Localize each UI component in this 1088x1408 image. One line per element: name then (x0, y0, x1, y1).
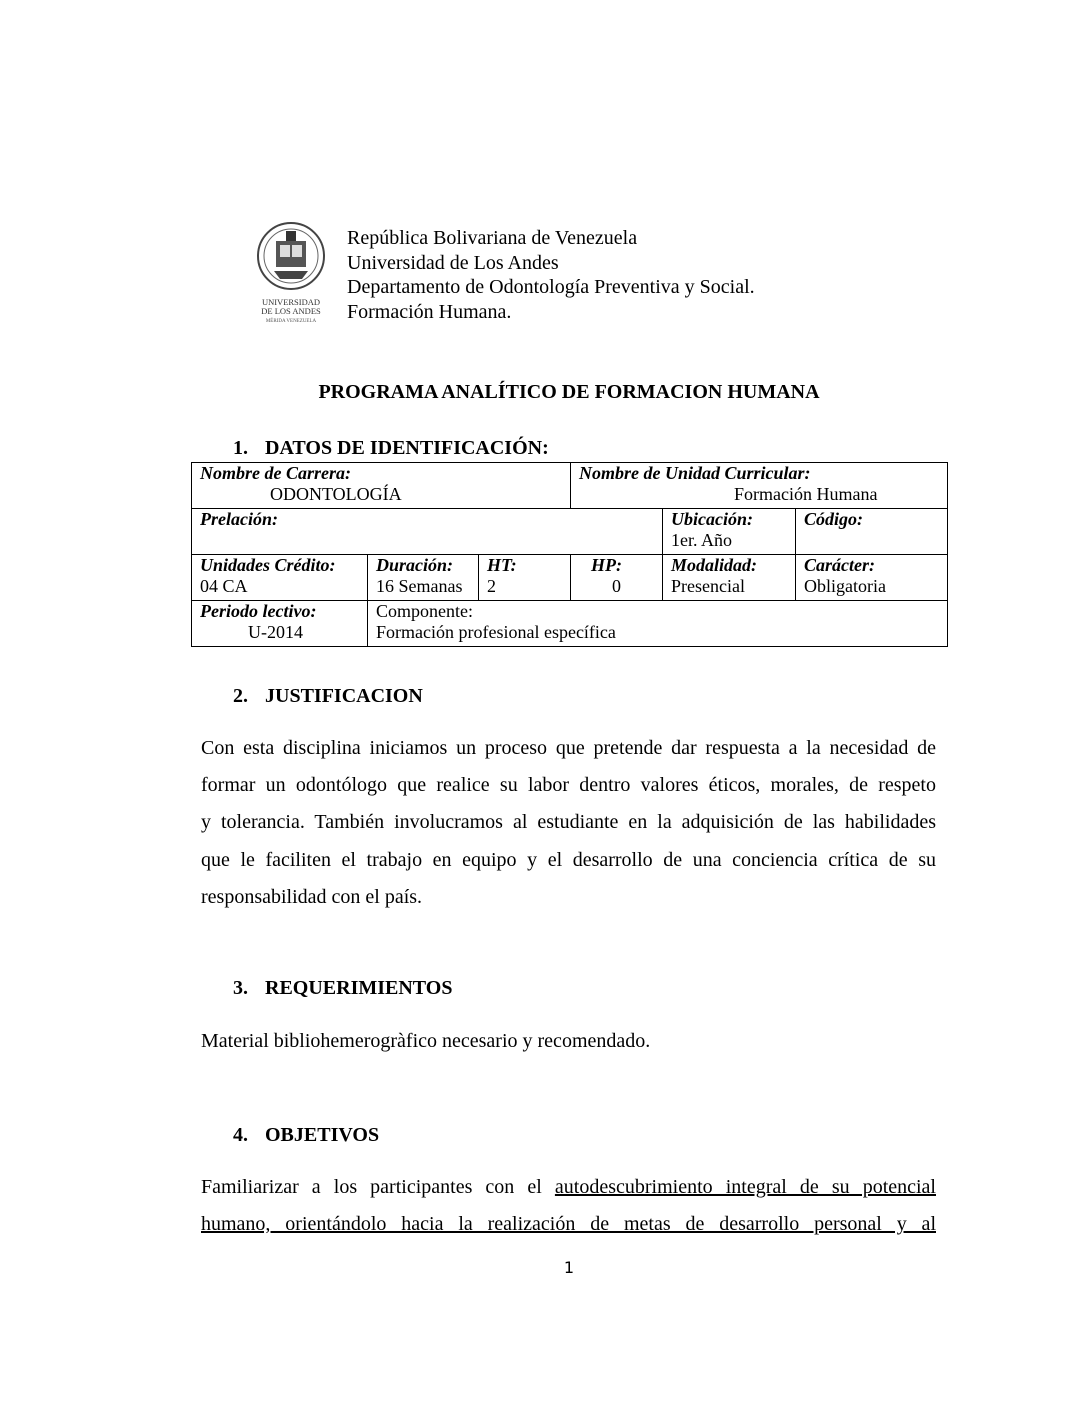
modalidad-value: Presencial (671, 576, 745, 596)
codigo-label: Código: (804, 509, 864, 529)
objetivos-paragraph (201, 1169, 936, 1243)
section-3-title: REQUERIMIENTOS (265, 977, 453, 999)
section-4-heading (233, 1124, 379, 1147)
ubicacion-label: Ubicación: (671, 509, 754, 529)
logo-text-line-1: UNIVERSIDAD (261, 297, 321, 307)
header-line-department: Departamento de Odontología Preventiva y Social. (347, 276, 755, 298)
cell-creditos (192, 555, 368, 601)
cell-ubicacion (663, 509, 796, 555)
cell-hp (571, 555, 663, 601)
university-logo (256, 219, 326, 327)
logo-text-line-3: MÉRIDA VENEZUELA (265, 319, 317, 324)
header-line-program: Formación Humana. (347, 300, 512, 323)
prelacion-label: Prelación: (200, 509, 278, 529)
header-line-country: República Bolivariana de Venezuela (347, 227, 638, 249)
cell-unidad (571, 463, 948, 509)
objetivos-line-1-plain: Familiarizar a los participantes con el (201, 1176, 555, 1198)
justificacion-line-5: responsabilidad con el país. (201, 885, 423, 908)
cell-duracion (368, 555, 479, 601)
document-title: PROGRAMA ANALÍTICO DE FORMACION HUMANA (318, 381, 820, 403)
justificacion-line-3: y tolerancia. También involucramos al estudiante en la adquisición de las habilidades (201, 811, 936, 834)
carrera-value: ODONTOLOGÍA (270, 484, 402, 504)
justificacion-line-4: que le faciliten el trabajo en equipo y el desarrollo de una conciencia crítica de su (201, 848, 936, 871)
section-3-number: 3. (233, 977, 248, 999)
componente-value: Formación profesional específica (376, 622, 616, 642)
requerimientos-paragraph (201, 1023, 936, 1060)
modalidad-label: Modalidad: (671, 555, 758, 575)
justificacion-line-1: Con esta disciplina iniciamos un proceso que pretende dar respuesta a la necesidad de (201, 737, 936, 759)
periodo-value: U-2014 (248, 622, 303, 642)
objetivos-line-2-underlined: humano, orientándolo hacia la realización de metas de desarrollo personal y al (201, 1213, 936, 1236)
section-4-number: 4. (233, 1124, 248, 1146)
cell-componente (368, 601, 948, 647)
section-2-number: 2. (233, 685, 248, 707)
section-4-title: OBJETIVOS (265, 1124, 380, 1146)
creditos-label: Unidades Crédito: (200, 555, 336, 575)
section-1-title: DATOS DE IDENTIFICACIÓN: (265, 437, 549, 459)
cell-caracter (796, 555, 948, 601)
identification-table (191, 462, 948, 647)
carrera-label: Nombre de Carrera: (200, 463, 351, 483)
objetivos-line-1-underlined: autodescubrimiento integral de su potencial (554, 1176, 936, 1198)
requerimientos-text: Material bibliohemerogràfico necesario y recomendado. (201, 1030, 651, 1052)
ubicacion-value: 1er. Año (671, 530, 733, 550)
ht-value: 2 (487, 576, 496, 596)
caracter-label: Carácter: (804, 555, 876, 575)
unidad-label: Nombre de Unidad Curricular: (579, 463, 811, 483)
cell-modalidad (663, 555, 796, 601)
section-2-heading (233, 685, 423, 708)
componente-label: Componente: (376, 601, 473, 621)
hp-value: 0 (612, 576, 622, 596)
header-line-university: Universidad de Los Andes (347, 251, 559, 274)
section-2-title: JUSTIFICACION (265, 685, 423, 707)
caracter-value: Obligatoria (804, 576, 887, 596)
justificacion-line-2: formar un odontólogo que realice su labor dentro valores éticos, morales, de respeto (201, 774, 936, 797)
duracion-label: Duración: (376, 555, 454, 575)
logo-text-line-2: DE LOS ANDES (261, 306, 321, 316)
cell-ht (479, 555, 571, 601)
creditos-value: 04 CA (200, 576, 248, 596)
ht-label: HT: (487, 555, 517, 575)
section-3-heading (233, 977, 452, 1000)
hp-label: HP: (591, 555, 623, 575)
section-1-number: 1. (233, 437, 248, 459)
cell-periodo (192, 601, 368, 647)
cell-prelacion (192, 509, 663, 555)
section-1-heading (233, 437, 549, 460)
justificacion-paragraph (201, 730, 936, 916)
cell-carrera (192, 463, 571, 509)
periodo-label: Periodo lectivo: (200, 601, 317, 621)
page-number: 1 (563, 1258, 575, 1277)
objetivos-line-1 (201, 1169, 936, 1206)
cell-codigo (796, 509, 948, 555)
institution-header (347, 226, 755, 324)
duracion-value: 16 Semanas (376, 576, 463, 596)
unidad-value: Formación Humana (734, 484, 878, 504)
